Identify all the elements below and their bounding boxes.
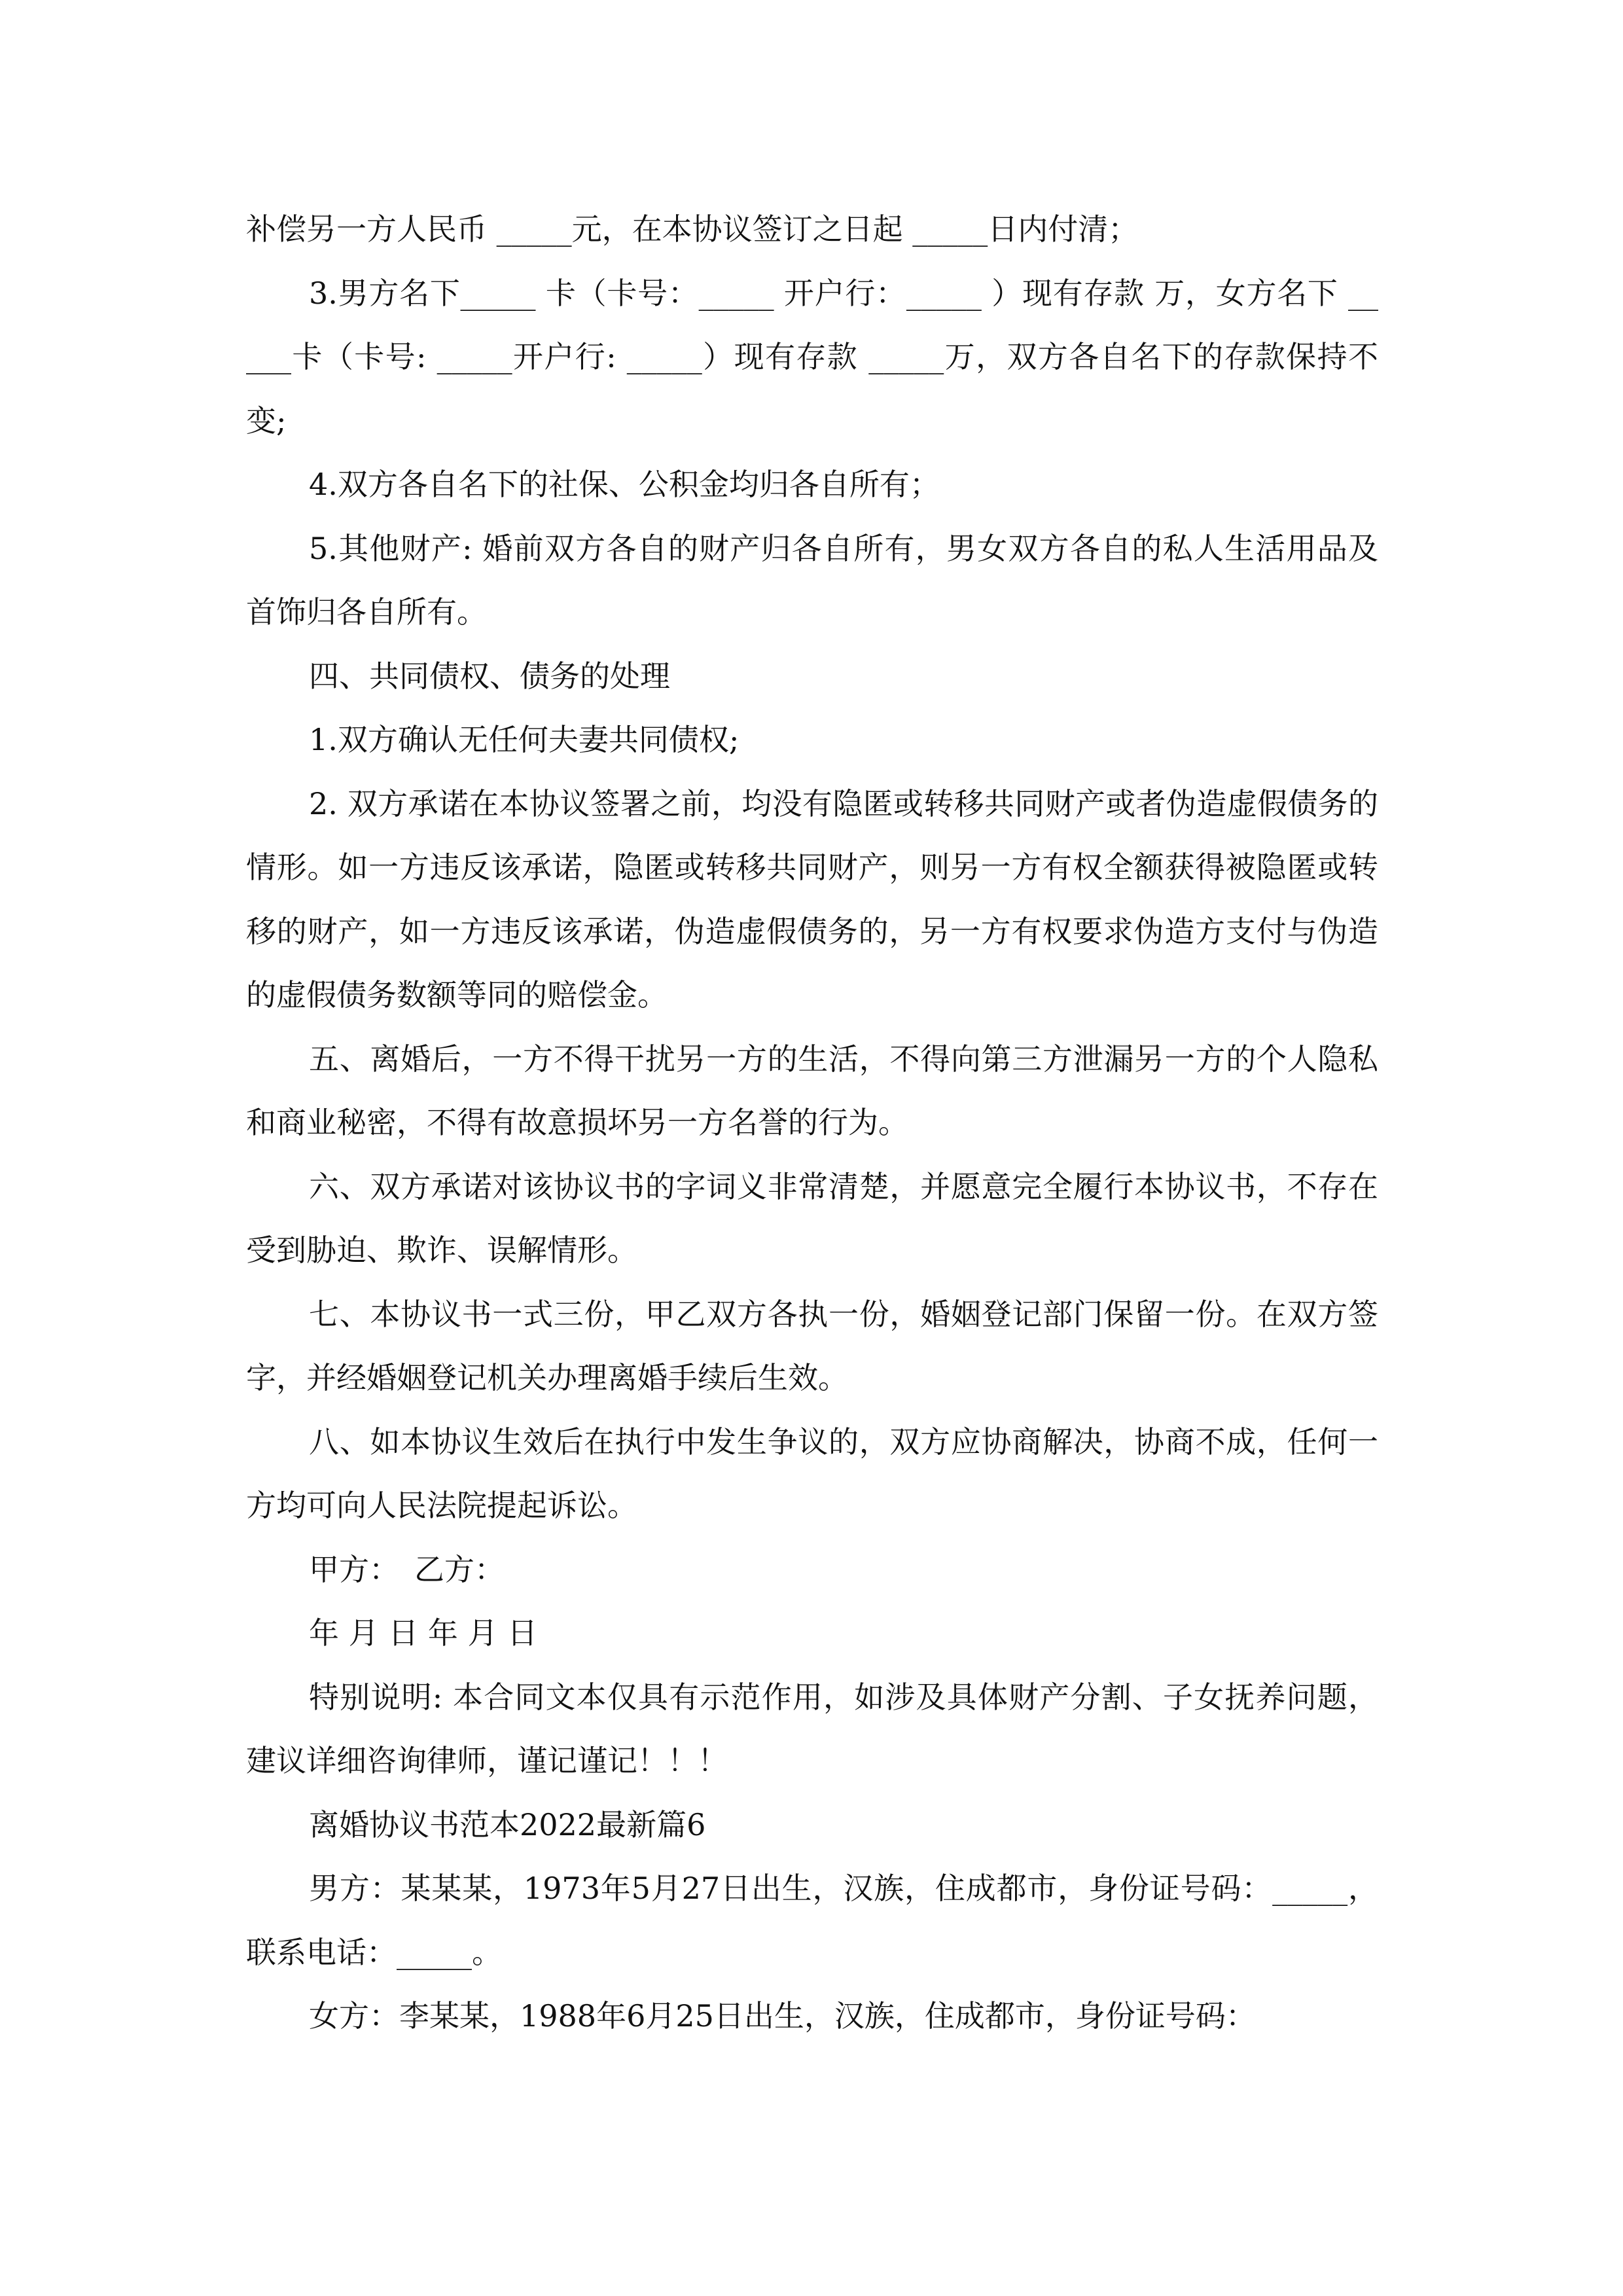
paragraph-privacy: 五、离婚后，一方不得干扰另一方的生活，不得向第三方泄漏另一方的个人隐私和商业秘密，不得有故意损坏另一方名誉的行为。	[246, 1041, 1378, 1140]
document-body	[246, 198, 1378, 2049]
paragraph-deposits: 3.男方名下_____ 卡（卡号：_____ 开户行：_____ ）现有存款 万，女方名下 _____卡（卡号: _____开户行: _____）现有存款 _____万，双方各自名下的存款保持不变;	[246, 275, 1378, 439]
paragraph-compensation: 补偿另一方人民币 _____元，在本协议签订之日起 _____日内付清；	[246, 211, 1139, 247]
signature-parties: 甲方： 乙方：	[309, 1551, 505, 1587]
paragraph-no-concealment: 2. 双方承诺在本协议签署之前，均没有隐匿或转移共同财产或者伪造虚假债务的情形。如一方违反该承诺，隐匿或转移共同财产，则另一方有权全额获得被隐匿或转移的财产，如一方违反该承诺，伪造虚假债务的，另一方有权要求伪造方支付与伪造的虚假债务数额等同的赔偿金。	[246, 785, 1378, 1013]
paragraph-understanding: 六、双方承诺对该协议书的字词义非常清楚，并愿意完全履行本协议书，不存在受到胁迫、欺诈、误解情形。	[246, 1168, 1378, 1268]
signature-dates: 年 月 日 年 月 日	[309, 1615, 538, 1651]
paragraph-male-party: 男方：某某某，1973年5月27日出生，汉族，住成都市，身份证号码：_____，联系电话：_____。	[246, 1871, 1378, 1970]
paragraph-special-note: 特别说明: 本合同文本仅具有示范作用，如涉及具体财产分割、子女抚养问题，建议详细咨询律师，谨记谨记！！！	[246, 1679, 1378, 1778]
paragraph-social-security: 4.双方各自名下的社保、公积金均归各自所有；	[309, 467, 940, 502]
paragraph-no-joint-claims: 1.双方确认无任何夫妻共同债权;	[309, 722, 740, 757]
section-heading-debts: 四、共同债权、债务的处理	[309, 658, 670, 694]
paragraph-copies: 七、本协议书一式三份，甲乙双方各执一份，婚姻登记部门保留一份。在双方签字，并经婚姻登记机关办理离婚手续后生效。	[246, 1296, 1378, 1395]
document-subtitle: 离婚协议书范本2022最新篇6	[309, 1806, 706, 1842]
paragraph-female-party: 女方：李某某，1988年6月25日出生，汉族，住成都市，身份证号码：	[309, 1998, 1256, 2034]
paragraph-disputes: 八、如本协议生效后在执行中发生争议的，双方应协商解决，协商不成，任何一方均可向人民法院提起诉讼。	[246, 1424, 1378, 1523]
paragraph-other-property: 5.其他财产: 婚前双方各自的财产归各自所有，男女双方各自的私人生活用品及首饰归各自所有。	[246, 530, 1378, 630]
